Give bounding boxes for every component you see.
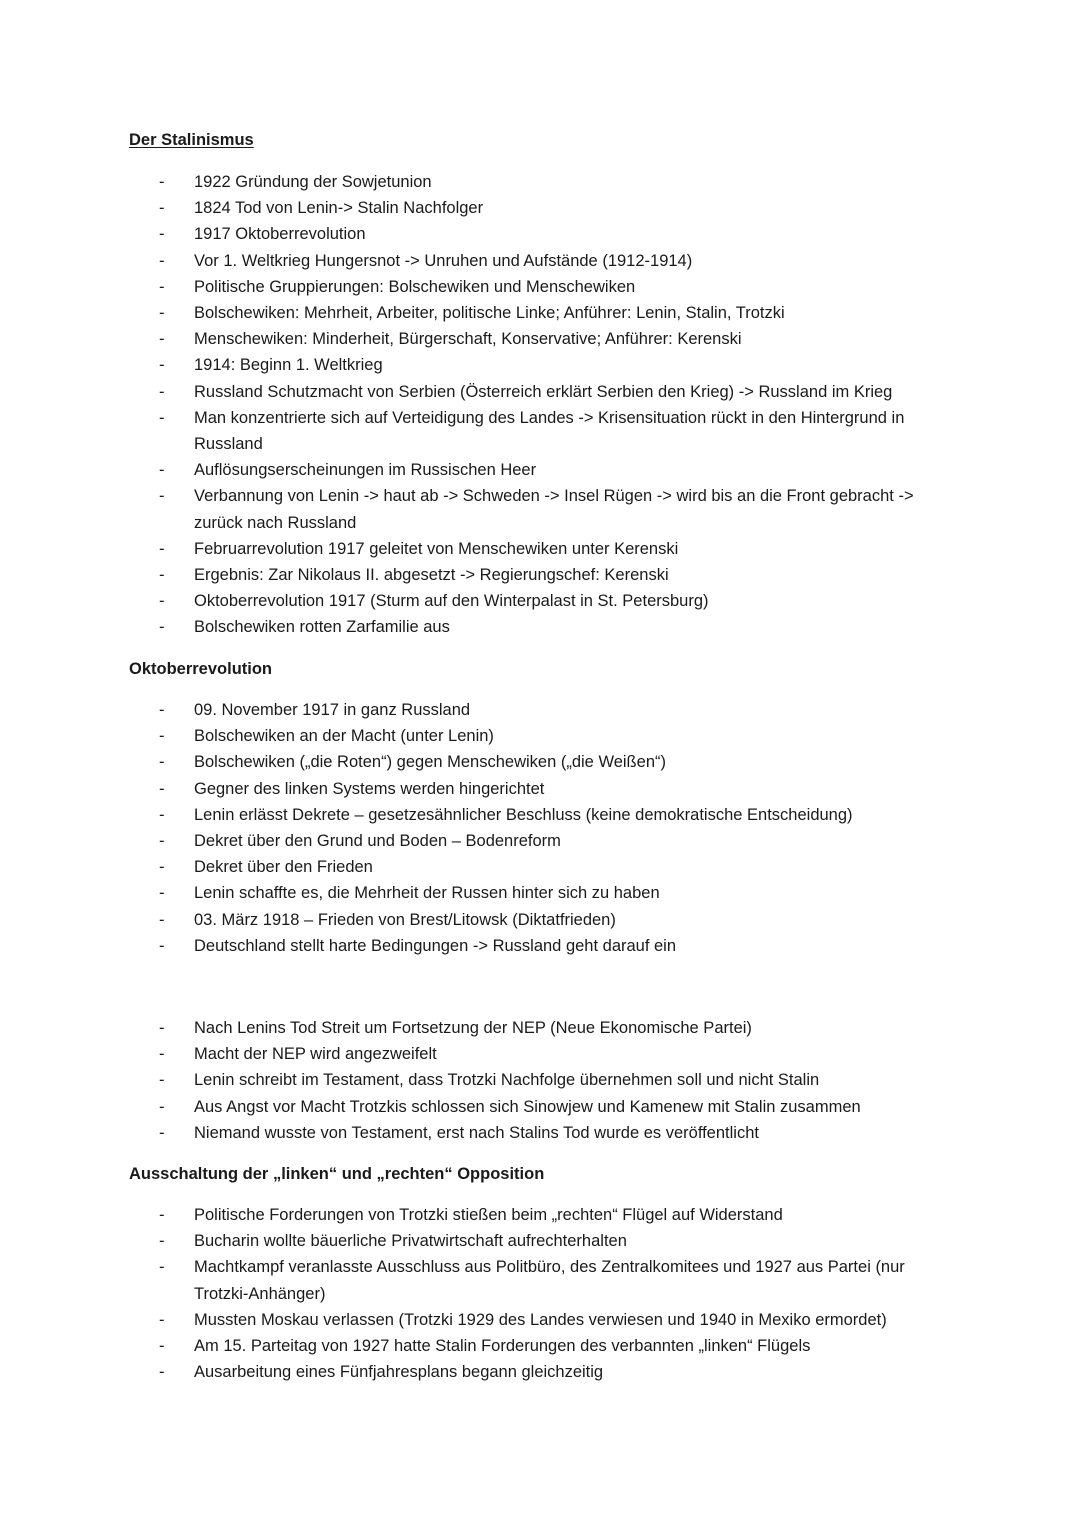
bullet-dash: - xyxy=(159,1258,165,1277)
bullet-dash: - xyxy=(159,1206,165,1224)
bullet-dash: - xyxy=(159,173,165,191)
list-item: - 03. März 1918 – Frieden von Brest/Litowsk (Diktatfrieden) xyxy=(0,907,1080,933)
bullet-dash: - xyxy=(159,1337,165,1356)
list-item: - 1922 Gründung der Sowjetunion xyxy=(0,169,1080,195)
list-item: - Verbannung von Lenin -> haut ab -> Schweden -> Insel Rügen -> wird bis an die Front gebracht -> zurück nach Russland xyxy=(0,483,1080,535)
list-item: - Machtkampf veranlasste Ausschluss aus Politbüro, des Zentralkomitees und 1927 aus Partei (nur Trotzki-Anhänger) xyxy=(0,1254,1080,1306)
list-item: - Dekret über den Grund und Boden – Bodenreform xyxy=(0,828,1080,854)
bullet-list-stalinismus xyxy=(0,169,1080,641)
bullet-dash: - xyxy=(159,1363,165,1382)
bullet-dash: - xyxy=(159,1310,165,1329)
list-item: - Lenin schreibt im Testament, dass Trotzki Nachfolge übernehmen soll und nicht Stalin xyxy=(0,1067,1080,1093)
bullet-list-opposition xyxy=(0,1202,1080,1385)
list-item: - Menschewiken: Minderheit, Bürgerschaft, Konservative; Anführer: Kerenski xyxy=(0,326,1080,352)
bullet-dash: - xyxy=(159,592,165,611)
bullet-dash: - xyxy=(159,277,165,296)
list-item: - Vor 1. Weltkrieg Hungersnot -> Unruhen und Aufstände (1912-1914) xyxy=(0,248,1080,274)
list-item: - Nach Lenins Tod Streit um Fortsetzung der NEP (Neue Ekonomische Partei) xyxy=(0,1015,1080,1041)
bullet-dash: - xyxy=(159,1019,165,1037)
list-item: - Deutschland stellt harte Bedingungen -> Russland geht darauf ein xyxy=(0,933,1080,959)
list-item: - Dekret über den Frieden xyxy=(0,854,1080,880)
bullet-list-nep xyxy=(0,1015,1080,1146)
bullet-dash: - xyxy=(159,356,165,375)
bullet-dash: - xyxy=(159,910,165,929)
list-item: - 09. November 1917 in ganz Russland xyxy=(0,697,1080,723)
bullet-dash: - xyxy=(159,858,165,877)
bullet-dash: - xyxy=(159,225,165,244)
bullet-dash: - xyxy=(159,832,165,851)
bullet-dash: - xyxy=(159,1071,165,1090)
bullet-dash: - xyxy=(159,330,165,349)
list-item: - Gegner des linken Systems werden hingerichtet xyxy=(0,776,1080,802)
bullet-dash: - xyxy=(159,487,165,506)
list-item: - Februarrevolution 1917 geleitet von Menschewiken unter Kerenski xyxy=(0,536,1080,562)
section-heading-opposition: Ausschaltung der „linken“ und „rechten“ Opposition xyxy=(129,1165,545,1183)
list-item: - Auflösungserscheinungen im Russischen Heer xyxy=(0,457,1080,483)
list-item: - Am 15. Parteitag von 1927 hatte Stalin Forderungen des verbannten „linken“ Flügels xyxy=(0,1333,1080,1359)
bullet-dash: - xyxy=(159,805,165,824)
bullet-dash: - xyxy=(159,936,165,955)
list-item: - 1914: Beginn 1. Weltkrieg xyxy=(0,352,1080,378)
list-item: - Mussten Moskau verlassen (Trotzki 1929 des Landes verwiesen und 1940 in Mexiko ermordet) xyxy=(0,1307,1080,1333)
bullet-dash: - xyxy=(159,1097,165,1116)
list-item: - Macht der NEP wird angezweifelt xyxy=(0,1041,1080,1067)
bullet-dash: - xyxy=(159,1232,165,1251)
list-item: - Aus Angst vor Macht Trotzkis schlossen sich Sinowjew und Kamenew mit Stalin zusammen xyxy=(0,1094,1080,1120)
bullet-dash: - xyxy=(159,884,165,903)
bullet-dash: - xyxy=(159,539,165,558)
bullet-dash: - xyxy=(159,304,165,323)
section-heading-oktoberrevolution: Oktoberrevolution xyxy=(129,660,273,678)
section-heading-stalinismus: Der Stalinismus xyxy=(129,131,254,149)
list-item: - Bolschewiken rotten Zarfamilie aus xyxy=(0,614,1080,640)
bullet-dash: - xyxy=(159,1123,165,1142)
list-item: - 1917 Oktoberrevolution xyxy=(0,221,1080,247)
bullet-list-oktoberrevolution xyxy=(0,697,1080,959)
list-item: - Lenin erlässt Dekrete – gesetzesähnlicher Beschluss (keine demokratische Entscheidung) xyxy=(0,802,1080,828)
list-item: - Bolschewiken an der Macht (unter Lenin) xyxy=(0,723,1080,749)
bullet-dash: - xyxy=(159,199,165,218)
list-item: - Niemand wusste von Testament, erst nach Stalins Tod wurde es veröffentlicht xyxy=(0,1120,1080,1146)
list-item: - Oktoberrevolution 1917 (Sturm auf den Winterpalast in St. Petersburg) xyxy=(0,588,1080,614)
list-item: - Politische Gruppierungen: Bolschewiken und Menschewiken xyxy=(0,274,1080,300)
list-item: - Russland Schutzmacht von Serbien (Österreich erklärt Serbien den Krieg) -> Russland im Krieg xyxy=(0,379,1080,405)
list-item: - 1824 Tod von Lenin-> Stalin Nachfolger xyxy=(0,195,1080,221)
bullet-dash: - xyxy=(159,701,165,719)
bullet-dash: - xyxy=(159,408,165,427)
list-item: - Bolschewiken: Mehrheit, Arbeiter, politische Linke; Anführer: Lenin, Stalin, Trotzki xyxy=(0,300,1080,326)
list-item: - Lenin schaffte es, die Mehrheit der Russen hinter sich zu haben xyxy=(0,880,1080,906)
list-item: - Bucharin wollte bäuerliche Privatwirtschaft aufrechterhalten xyxy=(0,1228,1080,1254)
bullet-dash: - xyxy=(159,461,165,480)
bullet-dash: - xyxy=(159,382,165,401)
bullet-dash: - xyxy=(159,753,165,772)
bullet-dash: - xyxy=(159,251,165,270)
bullet-dash: - xyxy=(159,566,165,585)
list-item: - Ergebnis: Zar Nikolaus II. abgesetzt -> Regierungschef: Kerenski xyxy=(0,562,1080,588)
bullet-dash: - xyxy=(159,1045,165,1064)
list-item: - Politische Forderungen von Trotzki stießen beim „rechten“ Flügel auf Widerstand xyxy=(0,1202,1080,1228)
list-item: - Ausarbeitung eines Fünfjahresplans begann gleichzeitig xyxy=(0,1359,1080,1385)
bullet-dash: - xyxy=(159,779,165,798)
list-item: - Man konzentrierte sich auf Verteidigung des Landes -> Krisensituation rückt in den Hintergrund in Russland xyxy=(0,405,1080,457)
bullet-dash: - xyxy=(159,727,165,746)
list-item: - Bolschewiken („die Roten“) gegen Menschewiken („die Weißen“) xyxy=(0,749,1080,775)
bullet-dash: - xyxy=(159,618,165,637)
